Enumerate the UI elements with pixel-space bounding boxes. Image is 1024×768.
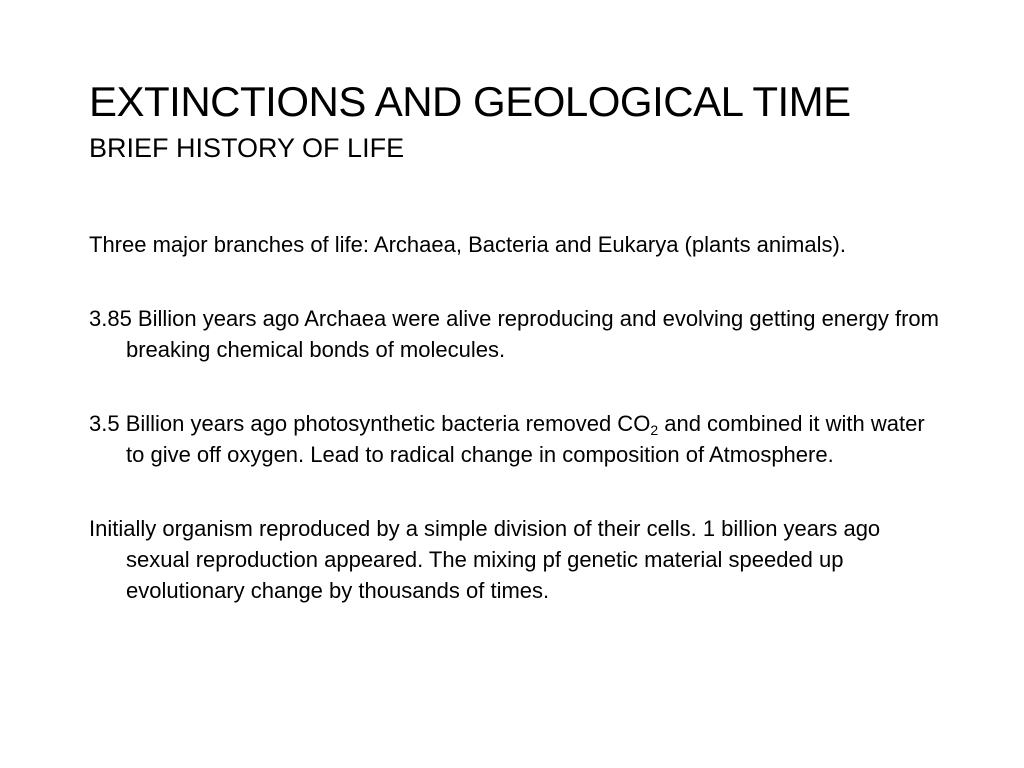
paragraph-photosynthetic-bacteria	[89, 408, 949, 470]
paragraph-photosynthetic-bacteria-before: 3.5 Billion years ago photosynthetic bacteria removed CO	[89, 411, 651, 436]
slide-body	[89, 229, 949, 649]
slide-subtitle: BRIEF HISTORY OF LIFE	[89, 133, 405, 163]
paragraph-branches-of-life: Three major branches of life: Archaea, Bacteria and Eukarya (plants animals).	[89, 232, 846, 257]
paragraph-archaea: 3.85 Billion years ago Archaea were alive reproducing and evolving getting energy from breaking chemical bonds of molecules.	[89, 306, 939, 362]
paragraph-reproduction: Initially organism reproduced by a simple division of their cells. 1 billion years ago sexual reproduction appeared. The mixing pf genetic material speeded up evolutionary change by thousands of times.	[89, 516, 881, 603]
title-block	[89, 78, 969, 164]
slide-title: EXTINCTIONS AND GEOLOGICAL TIME	[89, 78, 851, 125]
paragraph-photosynthetic-bacteria-after: and combined it with water to give off oxygen. Lead to radical change in composition of Atmosphere.	[126, 411, 925, 467]
co2-subscript: 2	[650, 422, 659, 438]
